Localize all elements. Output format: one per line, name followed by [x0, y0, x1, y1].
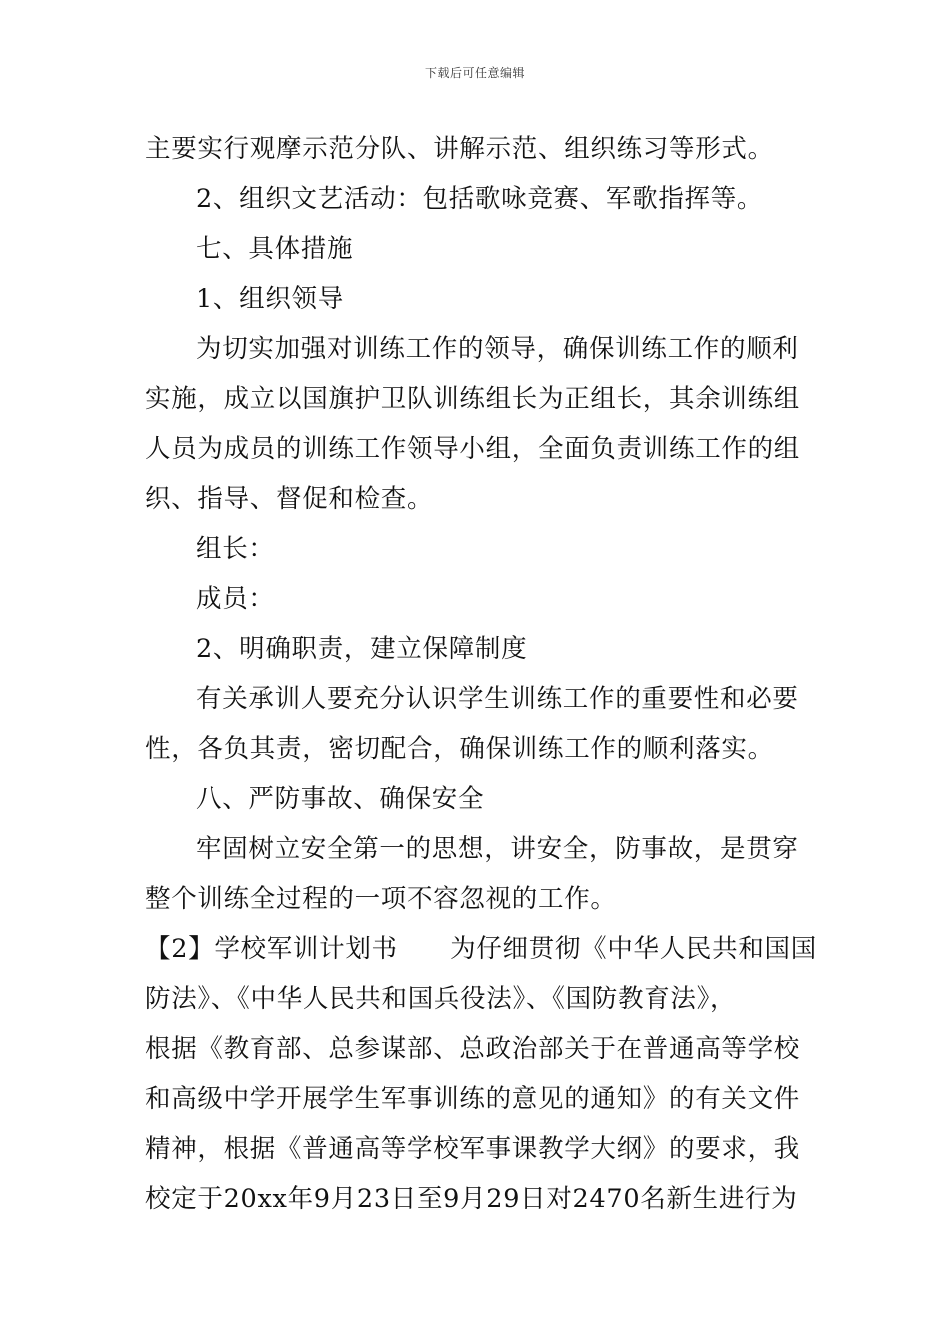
text-line: 为切实加强对训练工作的领导，确保训练工作的顺利 [196, 334, 799, 364]
text-line: 防法》、《中华人民共和国兵役法》、《国防教育法》， [145, 984, 737, 1014]
text-line: 精神，根据《普通高等学校军事课教学大纲》的要求，我 [145, 1134, 801, 1164]
text-line: 有关承训人要充分认识学生训练工作的重要性和必要 [196, 684, 799, 714]
text-line: 【2】学校军训计划书 为仔细贯彻《中华人民共和国国 [145, 934, 817, 964]
text-line: 性，各负其责，密切配合，确保训练工作的顺利落实。 [145, 734, 774, 764]
text-line: 织、指导、督促和检查。 [145, 484, 434, 514]
text-line: 整个训练全过程的一项不容忽视的工作。 [145, 884, 617, 914]
text-line: 主要实行观摩示范分队、讲解示范、组织练习等形式。 [145, 134, 774, 164]
section-heading: 八、严防事故、确保安全 [196, 784, 485, 814]
text-line: 组长： [196, 534, 275, 564]
text-line: 2、组织文艺活动：包括歌咏竞赛、军歌指挥等。 [196, 184, 764, 214]
text-line: 成员： [196, 584, 275, 614]
section-heading: 七、具体措施 [196, 234, 354, 264]
text-line: 根据《教育部、总参谋部、总政治部关于在普通高等学校 [145, 1034, 801, 1064]
text-line: 牢固树立安全第一的思想，讲安全，防事故，是贯穿 [196, 834, 799, 864]
page-header-note: 下载后可任意编辑 [424, 66, 525, 80]
subsection-heading: 2、明确职责，建立保障制度 [196, 634, 528, 664]
text-line: 实施，成立以国旗护卫队训练组长为正组长，其余训练组 [145, 384, 801, 414]
subsection-heading: 1、组织领导 [196, 284, 344, 314]
text-line: 校定于20xx年9月23日至9月29日对2470名新生进行为 [145, 1184, 798, 1214]
text-line: 和高级中学开展学生军事训练的意见的通知》的有关文件 [145, 1084, 801, 1114]
text-line: 人员为成员的训练工作领导小组，全面负责训练工作的组 [145, 434, 801, 464]
